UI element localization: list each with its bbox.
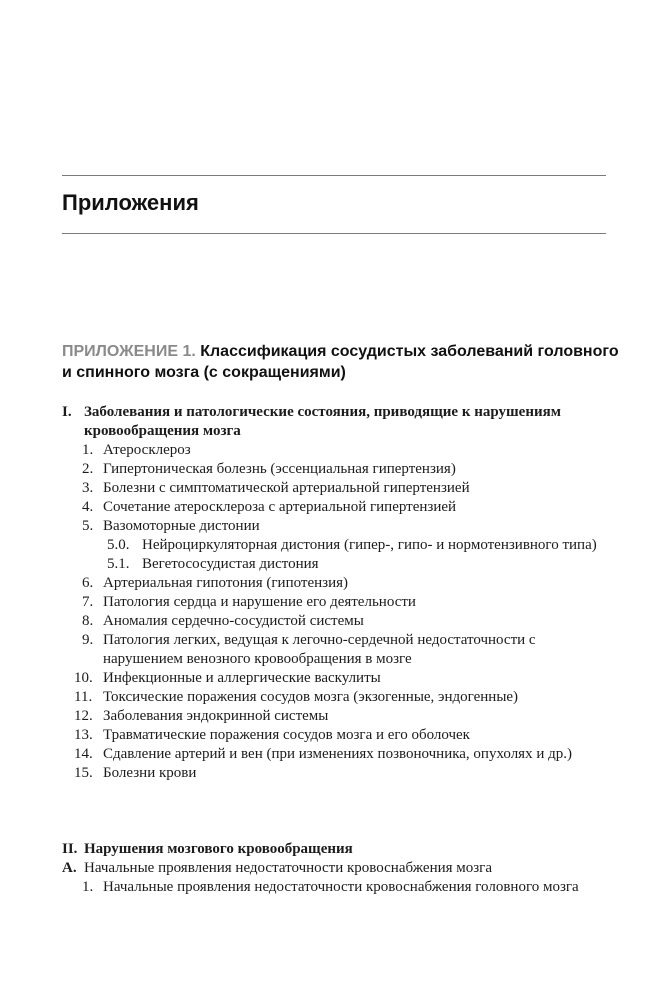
bottom-rule [62,233,606,234]
list-item [62,688,618,707]
list-item [62,764,618,783]
item-text: Патология легких, ведущая к легочно-сердечной недостаточности с нарушением венозного кровообращения в мозге [103,632,536,667]
list-item [62,479,618,498]
section-2 [62,840,618,897]
section-2-list [62,878,618,897]
subsection-a-text: Начальные проявления недостаточности кровоснабжения мозга [84,860,492,876]
subitem-number: 5.0. [107,537,130,553]
item-number: 12. [74,708,93,724]
section-2-number: II. [62,841,78,857]
list-subitem [62,555,618,574]
item-text: Болезни крови [103,765,197,781]
chapter-title: Приложения [62,190,199,215]
list-item [62,745,618,764]
list-item [62,612,618,631]
item-text: Сочетание атеросклероза с артериальной гипертензией [103,499,457,515]
item-text: Аномалия сердечно-сосудистой системы [103,613,364,629]
item-number: 6. [82,575,94,591]
list-item [62,574,618,593]
item-number: 7. [82,594,94,610]
item-number: 1. [82,442,94,458]
item-number: 9. [82,632,94,648]
list-item [62,878,618,897]
item-text: Гипертоническая болезнь (эссенциальная гипертензия) [103,461,456,477]
item-text: Заболевания эндокринной системы [103,708,329,724]
item-text: Вазомоторные дистонии [103,518,260,534]
appendix-label: ПРИЛОЖЕНИЕ 1. [62,343,196,360]
list-item [62,441,618,460]
item-number: 13. [74,727,93,743]
item-number: 5. [82,518,94,534]
section-1-number: I. [62,404,72,420]
item-text: Сдавление артерий и вен (при изменениях позвоночника, опухолях и др.) [103,746,572,762]
section-2-title-text: Нарушения мозгового кровообращения [84,841,353,857]
list-item [62,593,618,612]
subitem-text: Вегетососудистая дистония [142,556,319,572]
subsection-a-number: А. [62,860,77,876]
item-number: 11. [74,689,93,705]
item-number: 2. [82,461,94,477]
appendix-heading [62,341,622,383]
item-text: Атеросклероз [103,442,191,458]
section-1-title-text: Заболевания и патологические состояния, приводящие к нарушениям кровообращения мозга [84,404,561,439]
section-1-title [62,403,618,441]
subitem-number: 5.1. [107,556,130,572]
item-number: 15. [74,765,93,781]
section-1 [62,403,618,783]
list-item [62,726,618,745]
item-number: 3. [82,480,94,496]
subitem-text: Нейроциркуляторная дистония (гипер-, гипо- и нормотензивного типа) [142,537,597,553]
subsection-a [62,859,618,878]
list-subitem [62,536,618,555]
item-number: 1. [82,879,94,895]
list-item [62,707,618,726]
item-number: 4. [82,499,94,515]
list-item [62,460,618,479]
item-text: Токсические поражения сосудов мозга (экзогенные, эндогенные) [103,689,519,705]
list-item [62,498,618,517]
item-number: 8. [82,613,94,629]
appendix-title: Классификация сосудистых заболеваний головного и спинного мозга (с сокращениями) [62,343,619,381]
item-text: Артериальная гипотония (гипотензия) [103,575,348,591]
item-number: 14. [74,746,93,762]
item-number: 10. [74,670,93,686]
item-text: Травматические поражения сосудов мозга и его оболочек [103,727,470,743]
list-item [62,517,618,536]
item-text: Начальные проявления недостаточности кровоснабжения головного мозга [103,879,579,895]
list-item [62,669,618,688]
item-text: Патология сердца и нарушение его деятельности [103,594,416,610]
section-2-title [62,840,618,859]
item-text: Инфекционные и аллергические васкулиты [103,670,381,686]
section-1-list [62,441,618,783]
top-rule [62,175,606,176]
list-item [62,631,618,669]
item-text: Болезни с симптоматической артериальной гипертензией [103,480,470,496]
